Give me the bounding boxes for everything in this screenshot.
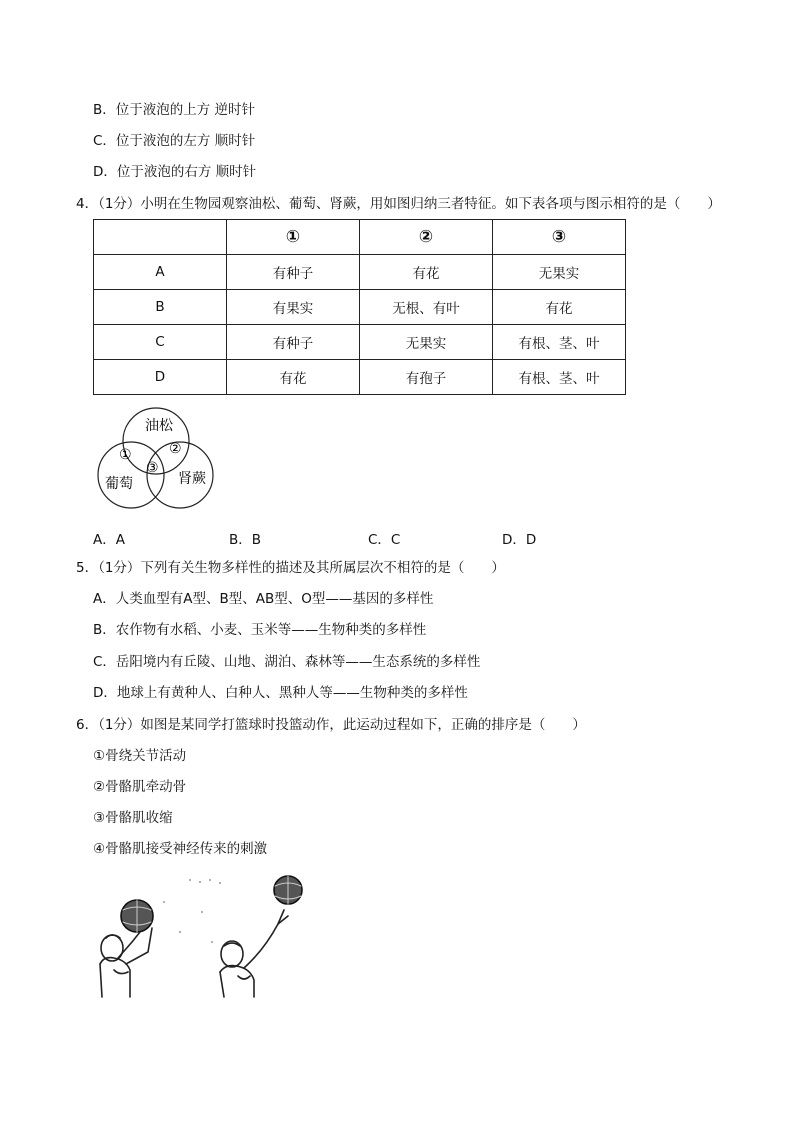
q3-option-b: B．位于液泡的上方 逆时针 bbox=[93, 102, 256, 118]
q4-answer-c: C．C bbox=[368, 532, 401, 548]
table-row bbox=[94, 360, 626, 395]
venn-label-right: 肾蕨 bbox=[178, 471, 206, 487]
table-header-cell bbox=[94, 220, 227, 255]
q4-answer-a: A．A bbox=[93, 532, 125, 548]
table-cell: 有花 bbox=[360, 255, 493, 290]
q6-step-4: ④骨骼肌接受神经传来的刺激 bbox=[93, 841, 268, 857]
table-cell: 有果实 bbox=[227, 290, 360, 325]
table-cell: 有花 bbox=[227, 360, 360, 395]
basketball-shot-illustration bbox=[92, 872, 312, 1002]
q4-stem: 4．（1分）小明在生物园观察油松、葡萄、肾蕨，用如图归纳三者特征。如下表各项与图示相符的是（ ） bbox=[76, 196, 721, 212]
player-right bbox=[220, 876, 302, 997]
table-row bbox=[94, 290, 626, 325]
table-cell: B bbox=[94, 290, 227, 325]
table-cell: C bbox=[94, 325, 227, 360]
table-cell: 有孢子 bbox=[360, 360, 493, 395]
q3-option-c: C．位于液泡的左方 顺时针 bbox=[93, 133, 256, 149]
table-cell: 有根、茎、叶 bbox=[493, 325, 626, 360]
table-cell: 无果实 bbox=[493, 255, 626, 290]
table-cell: 有根、茎、叶 bbox=[493, 360, 626, 395]
table-cell: 无根、有叶 bbox=[360, 290, 493, 325]
q5-option-a: A．人类血型有A型、B型、AB型、O型——基因的多样性 bbox=[93, 591, 434, 607]
venn-region-2: ② bbox=[169, 441, 182, 457]
venn-region-1: ① bbox=[119, 447, 132, 463]
table-cell: 有种子 bbox=[227, 325, 360, 360]
table-cell: D bbox=[94, 360, 227, 395]
q3-option-d: D．位于液泡的右方 顺时针 bbox=[93, 164, 257, 180]
q4-answer-b: B．B bbox=[229, 532, 262, 548]
venn-label-left: 葡萄 bbox=[105, 476, 133, 492]
q6-stem: 6．（1分）如图是某同学打篮球时投篮动作，此运动过程如下，正确的排序是（ ） bbox=[76, 717, 586, 733]
q6-step-2: ②骨骼肌牵动骨 bbox=[93, 779, 187, 795]
table-cell: A bbox=[94, 255, 227, 290]
table-row bbox=[94, 255, 626, 290]
table-header-row bbox=[94, 220, 626, 255]
q5-option-b: B．农作物有水稻、小麦、玉米等——生物种类的多样性 bbox=[93, 622, 427, 638]
motion-dots bbox=[163, 879, 221, 943]
table-cell: 有花 bbox=[493, 290, 626, 325]
table-row bbox=[94, 325, 626, 360]
venn-region-3: ③ bbox=[146, 460, 159, 476]
q6-step-3: ③骨骼肌收缩 bbox=[93, 810, 173, 826]
q5-option-c: C．岳阳境内有丘陵、山地、湖泊、森林等——生态系统的多样性 bbox=[93, 654, 481, 670]
venn-diagram bbox=[95, 403, 220, 515]
table-header-cell: ③ bbox=[493, 220, 626, 255]
q4-answer-d: D．D bbox=[502, 532, 537, 548]
venn-label-top: 油松 bbox=[145, 418, 173, 434]
q6-step-1: ①骨绕关节活动 bbox=[93, 748, 187, 764]
player-left bbox=[100, 900, 153, 997]
table-cell: 有种子 bbox=[227, 255, 360, 290]
table-header-cell: ② bbox=[360, 220, 493, 255]
q4-table bbox=[93, 219, 626, 395]
table-cell: 无果实 bbox=[360, 325, 493, 360]
q5-stem: 5．（1分）下列有关生物多样性的描述及其所属层次不相符的是（ ） bbox=[76, 560, 505, 576]
table-header-cell: ① bbox=[227, 220, 360, 255]
q5-option-d: D．地球上有黄种人、白种人、黑种人等——生物种类的多样性 bbox=[93, 685, 468, 701]
